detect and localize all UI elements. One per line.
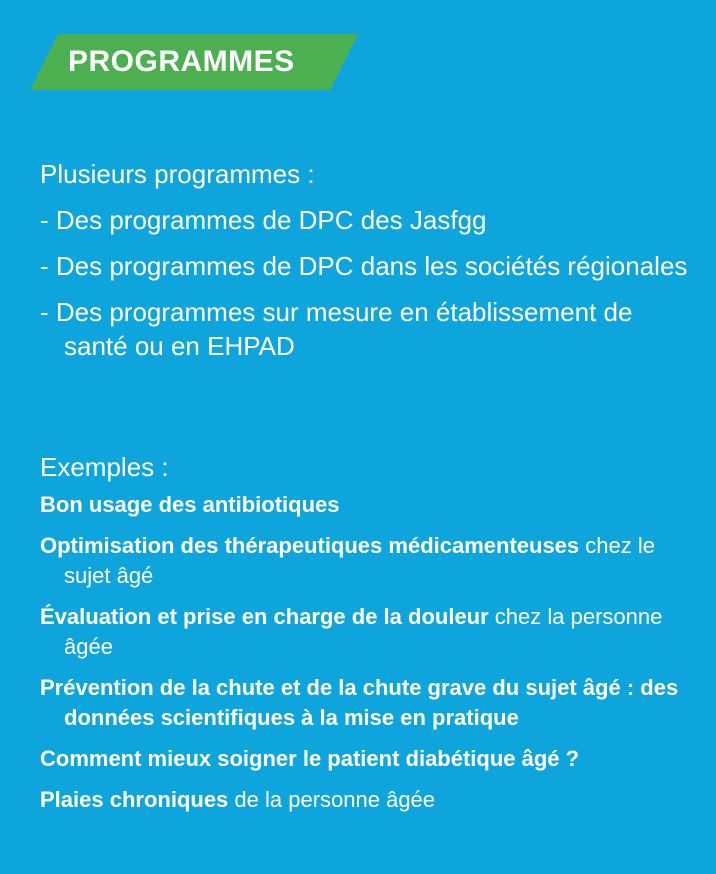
example-bold: Plaies chroniques: [40, 787, 229, 812]
example-bold: Optimisation des thérapeutiques médicamenteuses: [40, 533, 580, 558]
example-item: [40, 785, 690, 815]
example-regular: de la personne âgée: [228, 787, 436, 812]
example-regular: chez la personne âgée: [64, 604, 663, 659]
example-item: [40, 490, 690, 520]
example-item: [40, 744, 690, 774]
example-regular: chez le sujet âgé: [64, 533, 655, 588]
intro-item: - Des programmes de DPC des Jasfgg: [40, 205, 487, 235]
intro-item: - Des programmes de DPC dans les sociétés régionales: [40, 251, 688, 281]
example-item: [40, 673, 690, 733]
example-bold: Prévention de la chute et de la chute grave du sujet âgé : des données scientifiques à la mise en pratique: [40, 675, 679, 730]
example-bold: Évaluation et prise en charge de la douleur: [40, 604, 489, 629]
intro-heading: Plusieurs programmes :: [40, 159, 315, 189]
example-bold: Bon usage des antibiotiques: [40, 492, 340, 517]
section-title: PROGRAMMES: [68, 45, 295, 78]
examples-heading: Exemples :: [40, 452, 169, 482]
intro-block: [40, 157, 690, 375]
intro-item: - Des programmes sur mesure en établissement de santé ou en EHPAD: [40, 297, 633, 361]
example-item: [40, 602, 690, 662]
example-item: [40, 531, 690, 591]
examples-list: [40, 490, 690, 826]
example-bold: Comment mieux soigner le patient diabétique âgé ?: [40, 746, 580, 771]
